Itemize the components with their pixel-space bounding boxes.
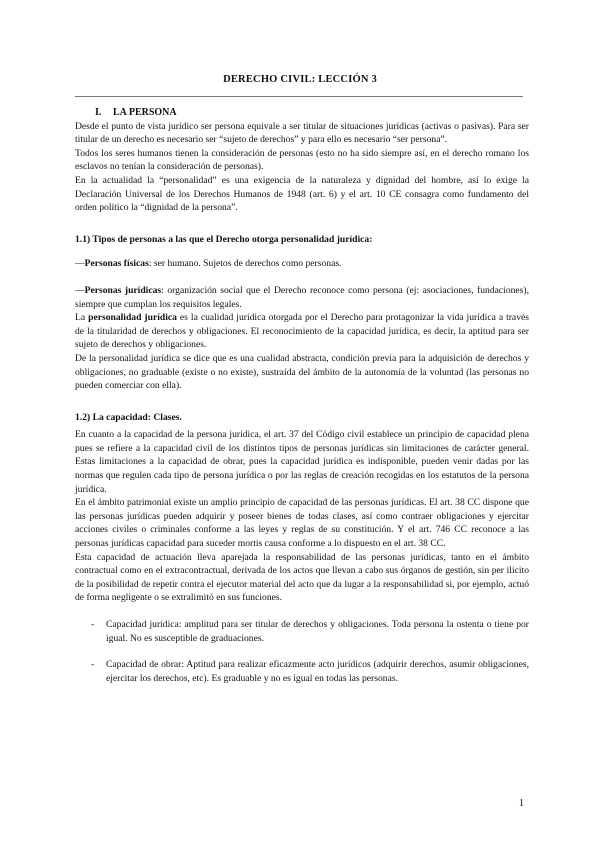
subsection-heading-tipos-personas: 1.1) Tipos de personas a las que el Derecho otorga personalidad jurídica:	[75, 233, 373, 245]
spacer	[75, 271, 529, 284]
document-title: DERECHO CIVIL: LECCIÓN 3	[223, 74, 377, 85]
subsection-heading-capacidad: 1.2) La capacidad: Clases.	[75, 411, 182, 423]
paragraph: En la actualidad la “personalidad” es una exigencia de la naturaleza y dignidad del hombre, así lo exige la Declaración Universal de los Derechos Humanos de 1948 (art. 6) y el art. 10 CE consagra como fundamento del orden político la “dignidad de la persona”.	[75, 174, 529, 214]
spacer	[75, 215, 529, 222]
term-personalidad-juridica: personalidad jurídica	[88, 312, 177, 324]
spacer	[75, 645, 529, 652]
document-body	[75, 106, 529, 685]
section-title: LA PERSONA	[113, 107, 177, 118]
paragraph: En cuanto a la capacidad de la persona jurídica, el art. 37 del Código civil establece un principio de capacidad plena pues se refiere a la capacidad civil de los distintos tipos de personas jurídicas sin limitaciones de carácter general. Estas limitaciones a la capacidad de obrar, pues la capacidad jurídica es indisponible, pueden venir dadas por las normas que regulen cada tipo de persona jurídica o por las reglas de creación recogidas en los estatutos de la persona jurídica.	[75, 429, 529, 495]
text-fragment: La	[75, 312, 89, 324]
paragraph: Esta capacidad de actuación lleva aparejada la responsabilidad de las personas jurídicas, tanto en el ámbito contractual como en el extracontractual, derivada de los actos que llevan a cabo sus órganos de gestión, sin per ilicito de la posibilidad de repetir contra el ejecutor material del acto que da lugar a la responsabilidad si, por ejemplo, actuó de forma negligente o se extralimitó en sus funciones.	[75, 551, 529, 604]
definition-personas-juridicas: : organización social que el Derecho reconoce como persona (ej: asociaciones, fundaciones), siempre que cumplan los requisitos legales.	[75, 284, 529, 310]
spacer	[75, 605, 529, 612]
definition-personas-fisicas: : ser humano. Sujetos de derechos como personas.	[148, 258, 342, 270]
section-heading-la-persona	[75, 106, 529, 120]
paragraph: De la personalidad jurídica se dice que es una cualidad abstracta, condición previa para la adquisición de derechos y obligaciones, no graduable (existe o no existe), sustraída del ámbito de la autonomía de la voluntad (las personas no pueden comerciar con ella).	[75, 352, 529, 392]
list-dash: -	[91, 659, 95, 671]
paragraph: Todos los seres humanos tienen la consideración de personas (esto no ha sido siempre así, en el derecho romano los esclavos no tenían la consideración de personas).	[75, 147, 529, 173]
list-dash: -	[91, 619, 95, 630]
paragraph: En el ámbito patrimonial existe un amplio principio de capacidad de las personas jurídicas. El art. 38 CC dispone que las personas jurídicas pueden adquirir y poseer bienes de todas clases, así como contraer obligaciones y ejercitar acciones civiles o criminales conforme a las leyes y reglas de su constitución. Y el art. 746 CC reconoce a las personas jurídicas capacidad para suceder mortis causa conforme a lo dispuesto en el art. 38 CC.	[75, 497, 529, 550]
page-number: 1	[519, 798, 524, 809]
paragraph-personas-fisicas: —Personas físicas: ser humano. Sujetos de derechos como personas.	[75, 258, 342, 270]
spacer	[75, 393, 529, 400]
section-number: I.	[95, 107, 102, 118]
text-fragment: es la cualidad jurídica otorgada por el Derecho para protagonizar la vida jurídica a través de la titularidad de derechos y obligaciones. El reconocimiento de la capacidad jurídica, es decir, la aptitud para ser sujeto de derechos y obligaciones.	[75, 312, 529, 351]
list-item-text: Capacidad de obrar: Aptitud para realizar eficazmente acto jurídicos (adquirir derechos, asumir obligaciones, ejercitar los derechos, etc). Es graduable y no es igual en todas las personas.	[106, 659, 529, 684]
term-personas-fisicas: Personas físicas	[84, 258, 149, 270]
paragraph: Desde el punto de vista jurídico ser persona equivale a ser titular de situaciones jurídicas (activas o pasivas). Para ser titular de un derecho es necesario ser “sujeto de derechos” y para ello es necesario “ser persona”.	[75, 120, 529, 146]
list-item-text: Capacidad jurídica: amplitud para ser titular de derechos y obligaciones. Toda persona la ostenta o tiene por igual. No es susceptible de graduaciones.	[106, 619, 529, 644]
term-personas-juridicas: Personas jurídicas	[84, 284, 162, 296]
paragraph-personas-juridicas: —Personas jurídicas: organización social que el Derecho reconoce como persona (ej: asociaciones, fundaciones), siempre que cumplan los requisitos legales.	[75, 284, 529, 310]
paragraph-personalidad-juridica	[75, 311, 529, 352]
list-item-capacidad-juridica	[75, 618, 529, 645]
spacer	[75, 250, 529, 257]
list-item-capacidad-obrar	[75, 658, 529, 685]
title-divider	[75, 96, 523, 97]
